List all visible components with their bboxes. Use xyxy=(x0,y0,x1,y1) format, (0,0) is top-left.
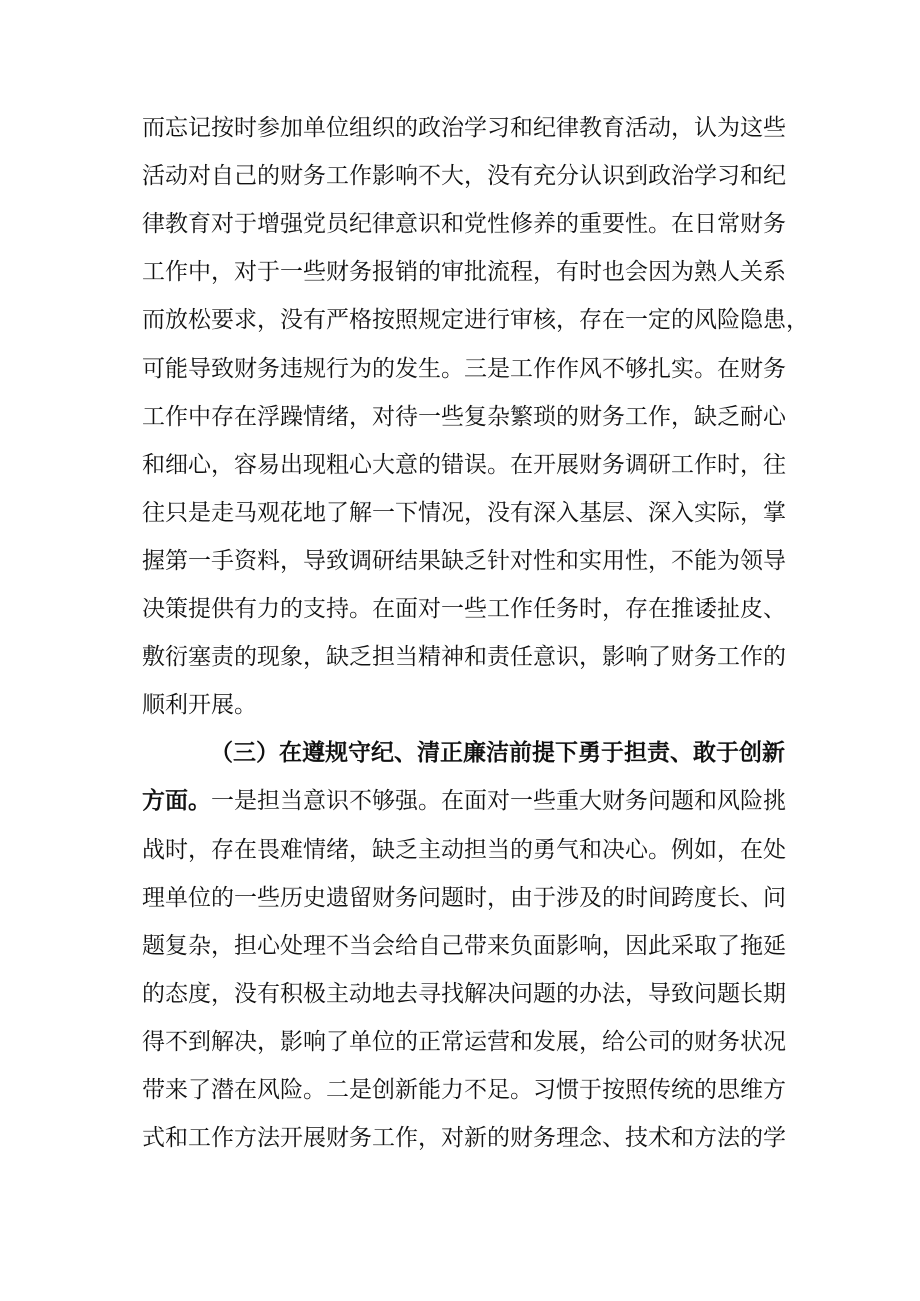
paragraph-line: 活动对自己的财务工作影响不大，没有充分认识到政治学习和纪 xyxy=(142,163,786,190)
paragraph-line: 顺利开展。 xyxy=(142,692,257,719)
paragraph-line: 得不到解决，影响了单位的正常运营和发展，给公司的财务状况 xyxy=(142,1028,786,1055)
paragraph-line: 式和工作方法开展财务工作，对新的财务理念、技术和方法的学 xyxy=(142,1125,786,1152)
paragraph-line: 往只是走马观花地了解一下情况，没有深入基层、深入实际，掌 xyxy=(142,499,786,526)
paragraph-line: 工作中存在浮躁情绪，对待一些复杂繁琐的财务工作，缺乏耐心 xyxy=(142,403,786,430)
paragraph-line: 握第一手资料，导致调研结果缺乏针对性和实用性，不能为领导 xyxy=(142,547,786,574)
paragraph-line: 决策提供有力的支持。在面对一些工作任务时，存在推诿扯皮、 xyxy=(142,596,786,622)
paragraph-line: 工作中，对于一些财务报销的审批流程，有时也会因为熟人关系 xyxy=(142,259,786,286)
paragraph-line: 题复杂，担心处理不当会给自己带来负面影响，因此采取了拖延 xyxy=(142,932,786,959)
paragraph-line: 的态度，没有积极主动地去寻找解决问题的办法，导致问题长期 xyxy=(142,980,786,1007)
section-heading: （三）在遵规守纪、清正廉洁前提下勇于担责、敢于创新 xyxy=(210,740,785,767)
paragraph-line: 可能导致财务违规行为的发生。三是工作作风不够扎实。在财务 xyxy=(142,355,786,382)
paragraph-line: 战时，存在畏难情绪，缺乏主动担当的勇气和决心。例如，在处 xyxy=(142,836,786,863)
section-heading-continuation xyxy=(142,781,786,821)
paragraph-text: 一是担当意识不够强。在面对一些重大财务问题和风险挑 xyxy=(211,788,786,815)
paragraph-line: 敷衍塞责的现象，缺乏担当精神和责任意识，影响了财务工作的 xyxy=(142,644,786,671)
section-heading-end: 方面。 xyxy=(142,788,211,815)
paragraph-line: 理单位的一些历史遗留财务问题时，由于涉及的时间跨度长、问 xyxy=(142,884,786,911)
paragraph-line: 而放松要求，没有严格按照规定进行审核，存在一定的风险隐患， xyxy=(142,307,809,334)
paragraph-line: 和细心，容易出现粗心大意的错误。在开展财务调研工作时，往 xyxy=(142,451,786,478)
paragraph-line: 律教育对于增强党员纪律意识和党性修养的重要性。在日常财务 xyxy=(142,211,786,238)
paragraph-line: 而忘记按时参加单位组织的政治学习和纪律教育活动，认为这些 xyxy=(142,115,786,141)
paragraph-line: 带来了潜在风险。二是创新能力不足。习惯于按照传统的思维方 xyxy=(142,1077,786,1103)
